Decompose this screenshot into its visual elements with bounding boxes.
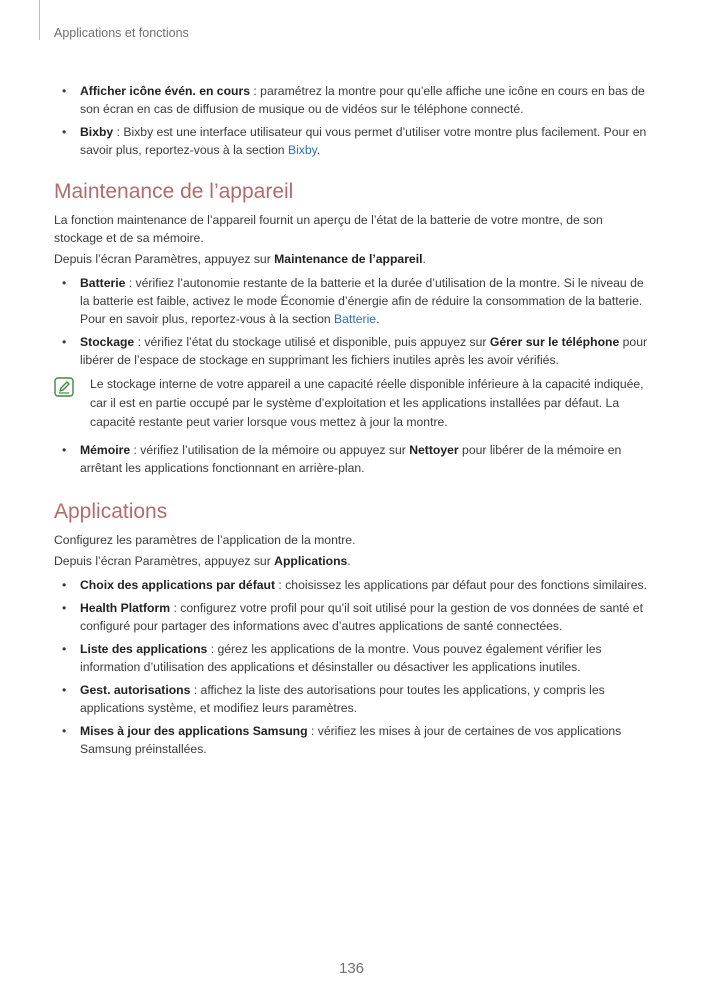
list-item: • Afficher icône évén. en cours : paramétrez la montre pour qu’elle affiche une icône en cours en bas de son écran en cas de diffusion de musique ou de vidéos sur le téléphone connecté. — [54, 82, 650, 118]
list-item: • Mises à jour des applications Samsung : vérifiez les mises à jour de certaines de vos applications Samsung préinstallées. — [54, 722, 650, 758]
memory-bullet-list — [54, 441, 650, 477]
list-item: • Batterie : vérifiez l’autonomie restante de la batterie et la durée d’utilisation de la montre. Si le niveau de la batterie est faible, activez le mode Économie d’énergie afin de réduire la consommation de la batterie. Pour en savoir plus, reportez-vous à la section Batterie. — [54, 274, 650, 328]
term: Nettoyer — [409, 443, 459, 457]
list-item: • Mémoire : vérifiez l’utilisation de la mémoire ou appuyez sur Nettoyer pour libérer de la mémoire en arrêtant les applications fonctionnant en arrière-plan. — [54, 441, 650, 477]
term: Liste des applications — [80, 642, 208, 656]
section-title-applications: Applications — [54, 500, 168, 523]
term: Gest. autorisations — [80, 683, 191, 697]
list-item: • Bixby : Bixby est une interface utilisateur qui vous permet d’utiliser votre montre plus facilement. Pour en savoir plus, reportez-vous à la section Bixby. — [54, 123, 650, 159]
term: Batterie — [80, 276, 126, 290]
term: Health Platform — [80, 601, 171, 615]
batterie-link[interactable]: Batterie — [334, 312, 377, 326]
applications-path: Depuis l’écran Paramètres, appuyez sur Applications. — [54, 554, 351, 568]
maintenance-intro: La fonction maintenance de l’appareil fournit un aperçu de l’état de la batterie de votre montre, de son stockage et de sa mémoire. — [54, 213, 603, 245]
term: Gérer sur le téléphone — [489, 335, 620, 349]
term: Mémoire — [80, 443, 131, 457]
term: Stockage — [80, 335, 135, 349]
term: Choix des applications par défaut — [80, 578, 276, 592]
intro-bullet-list — [54, 82, 650, 159]
list-item: • Stockage : vérifiez l’état du stockage utilisé et disponible, puis appuyez sur Gérer sur le téléphone pour libérer de l’espace de stockage en supprimant les fichiers inutiles après les avoir vérifiés. — [54, 333, 650, 369]
list-item: • Gest. autorisations : affichez la liste des autorisations pour toutes les applications, y compris les applications système, et modifiez leurs paramètres. — [54, 681, 650, 717]
section-title-maintenance: Maintenance de l’appareil — [54, 180, 294, 203]
applications-intro: Configurez les paramètres de l’application de la montre. — [54, 533, 356, 547]
list-item: • Choix des applications par défaut : choisissez les applications par défaut pour des fonctions similaires. — [54, 576, 650, 594]
pencil-note-icon — [54, 377, 74, 397]
note-text: Le stockage interne de votre appareil a une capacité réelle disponible inférieure à la capacité indiquée, car il est en partie occupé par le système d’exploitation et les applications installées par défaut. La capacité restante peut varier lorsque vous mettez à jour la montre. — [90, 377, 644, 429]
menu-term: Applications — [274, 554, 348, 568]
maintenance-bullet-list — [54, 274, 650, 369]
list-item: • Health Platform : configurez votre profil pour qu’il soit utilisé pour la gestion de vos données de santé et configuré pour partager des informations avec d’autres applications de santé connectées. — [54, 599, 650, 635]
term: Bixby — [80, 125, 114, 139]
running-header: Applications et fonctions — [54, 26, 189, 40]
term: Afficher icône évén. en cours — [80, 84, 251, 98]
menu-term: Maintenance de l’appareil — [274, 252, 423, 266]
page-number: 136 — [338, 960, 365, 977]
maintenance-path: Depuis l’écran Paramètres, appuyez sur Maintenance de l’appareil. — [54, 252, 426, 266]
applications-bullet-list — [54, 576, 650, 758]
note-block — [54, 375, 650, 432]
header-rule — [39, 0, 40, 40]
bixby-link[interactable]: Bixby — [287, 143, 317, 157]
term: Mises à jour des applications Samsung — [80, 724, 308, 738]
list-item: • Liste des applications : gérez les applications de la montre. Vous pouvez également vérifier les information d’utilisation des applications et désinstaller ou désactiver les applications inutiles. — [54, 640, 650, 676]
page-content — [54, 82, 650, 763]
